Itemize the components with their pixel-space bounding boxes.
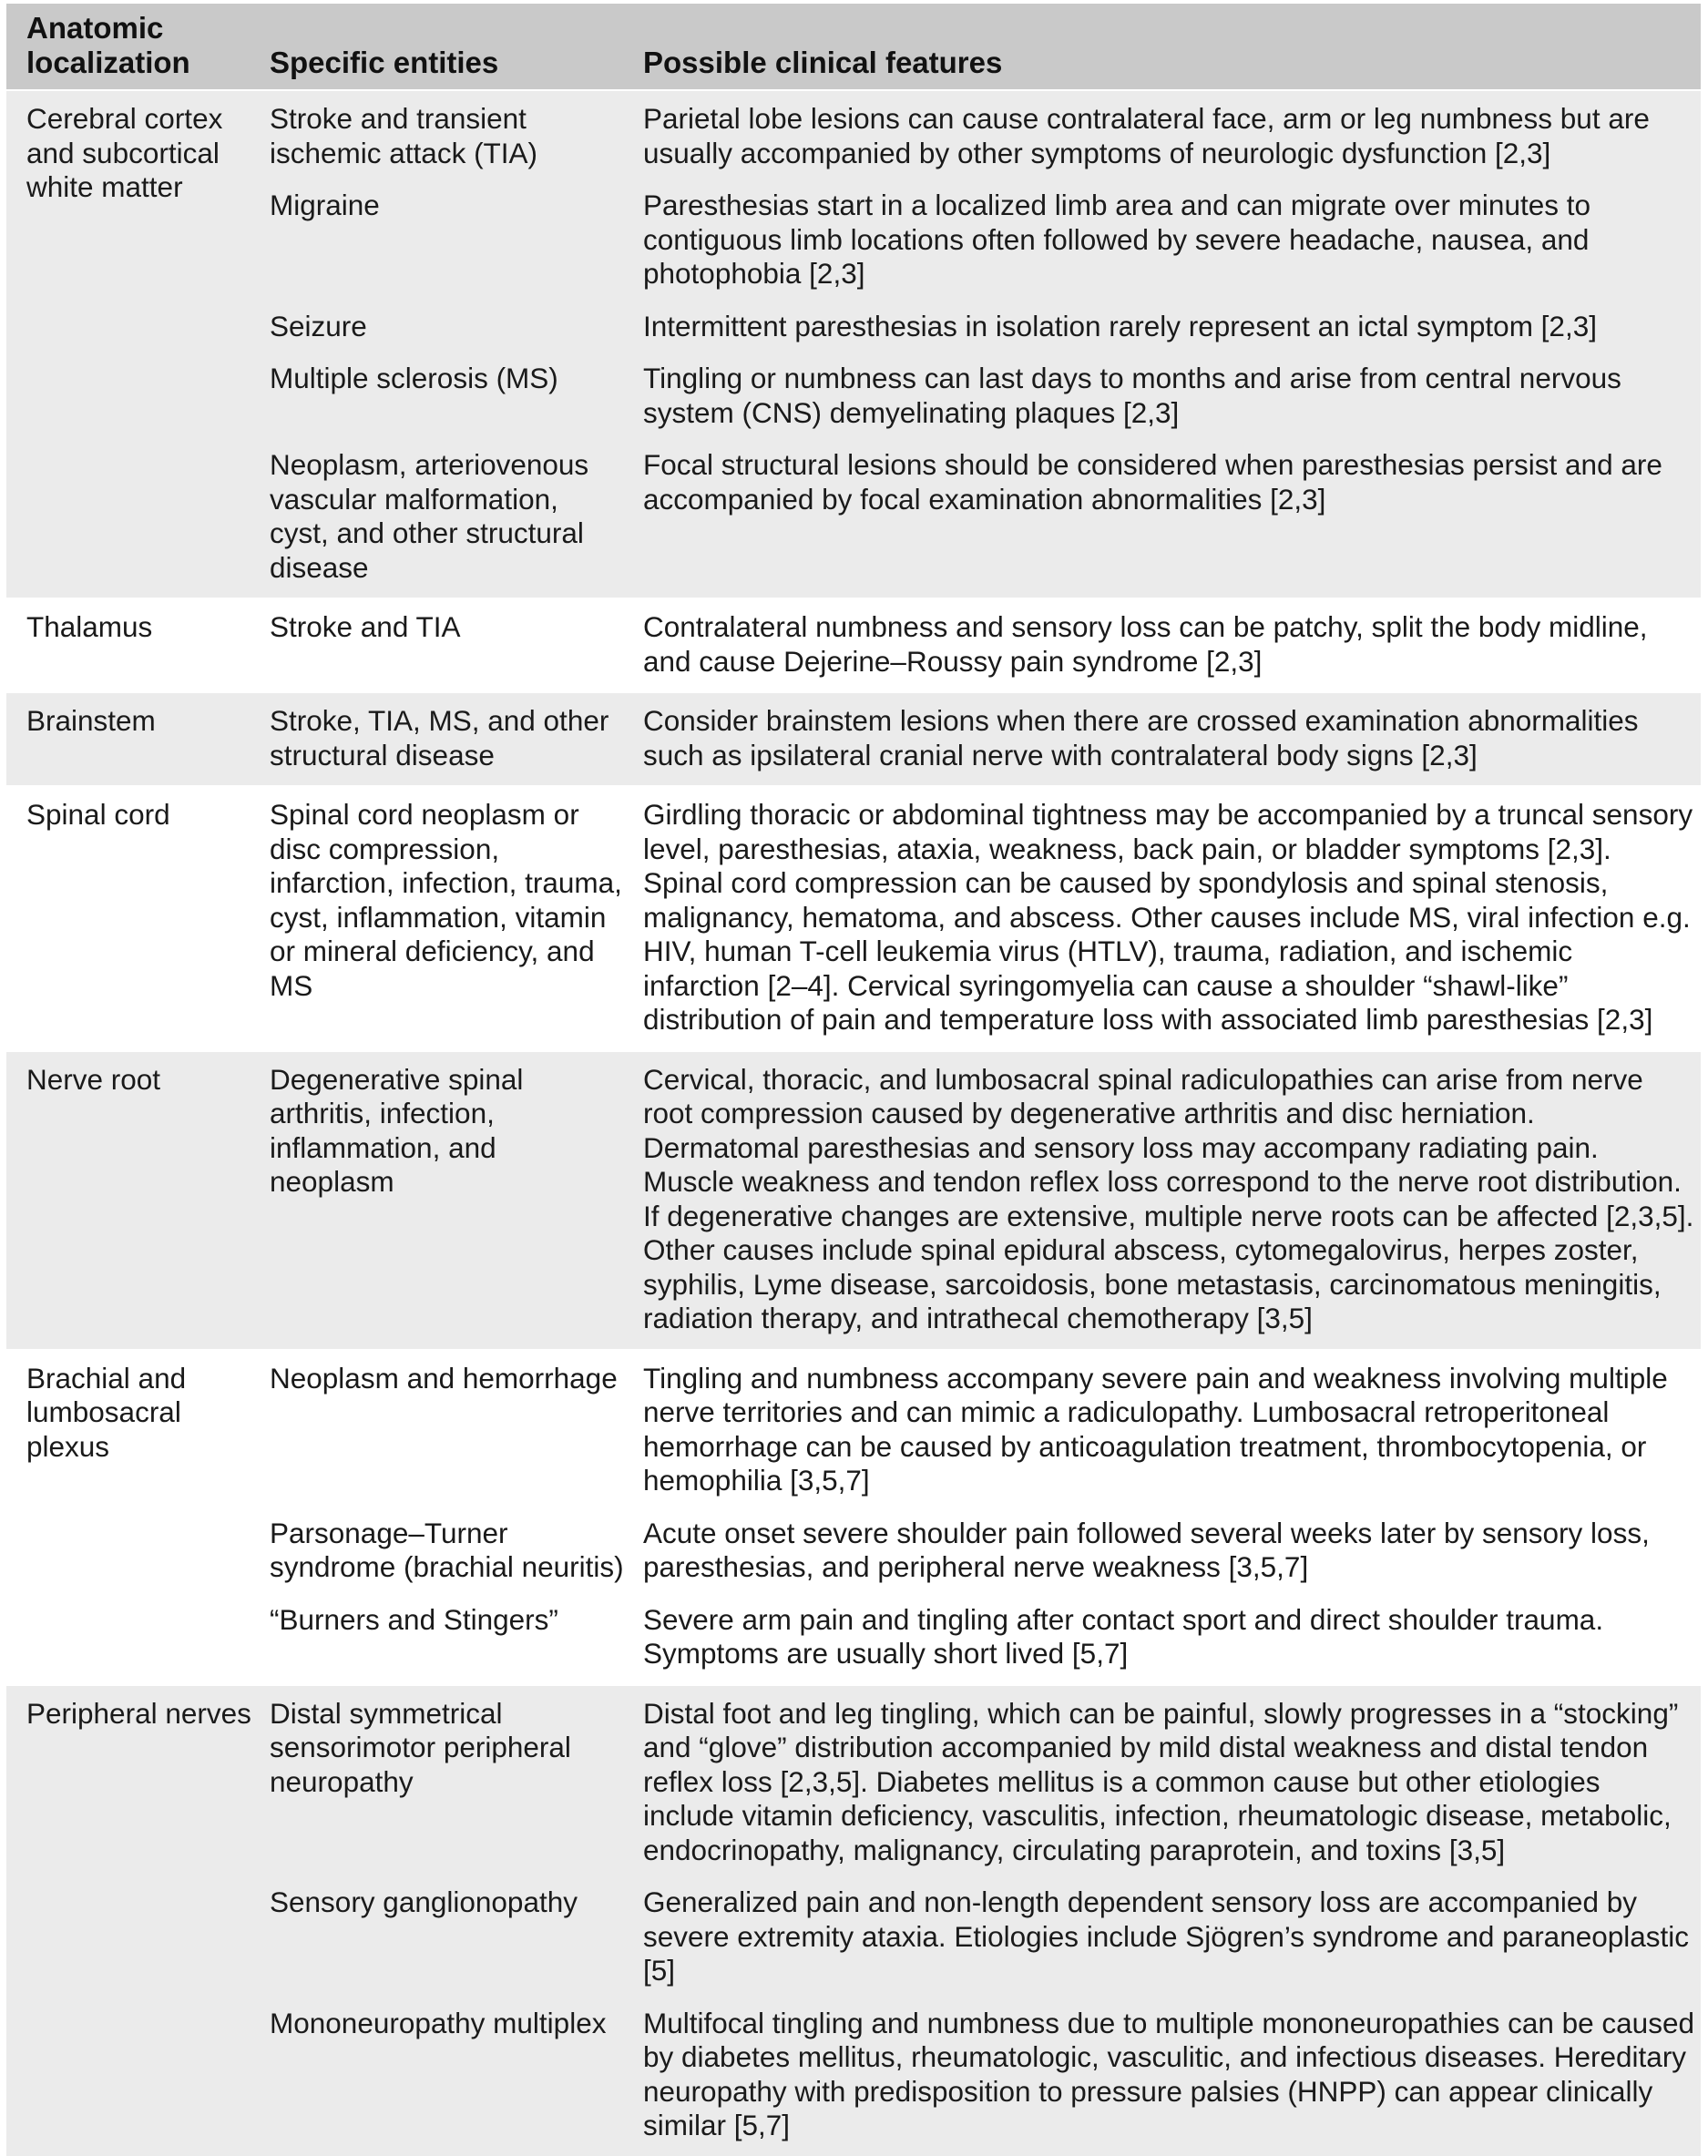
specific-entity-cell: Neoplasm, arteriovenous vascular malformation, cyst, and other structural disease: [262, 430, 636, 598]
clinical-features-cell: Girdling thoracic or abdominal tightness may be accompanied by a truncal sensory level, paresthesias, ataxia, weakness, back pain, or bladder symptoms [2,3]. Spinal cord compression can be caused by spondylosis and spinal stenosis, malignancy, hematoma, and abscess. Other causes include MS, viral infection e.g. HIV, human T-cell leukemia virus (HTLV), trauma, radiation, and ischemic infarction [2–4]. Cervical syringomyelia can cause a shoulder “shawl-like” distribution of pain and temperature loss with associated limb paresthesias [2,3]: [636, 786, 1701, 1051]
table-row: [6, 1685, 1701, 1868]
table-row: [6, 692, 1701, 786]
anatomic-localization-cell: Thalamus: [6, 598, 262, 692]
header-anatomic-localization: Anatomic localization: [26, 11, 190, 79]
header-possible-clinical-features: Possible clinical features: [643, 46, 1003, 79]
clinical-features-cell: Consider brainstem lesions when there are crossed examination abnormalities such as ipsilateral cranial nerve with contralateral body signs [2,3]: [636, 692, 1701, 786]
table-header: [6, 4, 1701, 90]
specific-entity-cell: Distal symmetrical sensorimotor peripheral neuropathy: [262, 1685, 636, 1868]
anatomic-localization-cell: Nerve root: [6, 1051, 262, 1350]
specific-entity-cell: “Burners and Stingers”: [262, 1585, 636, 1685]
clinical-features-cell: Contralateral numbness and sensory loss can be patchy, split the body midline, and cause Dejerine–Roussy pain syndrome [2,3]: [636, 598, 1701, 692]
specific-entity-cell: Parsonage–Turner syndrome (brachial neuritis): [262, 1498, 636, 1585]
table-row: [6, 1350, 1701, 1498]
clinical-features-cell: Multifocal tingling and numbness due to multiple mononeuropathies can be caused by diabetes mellitus, rheumatologic, vasculitic, and infectious diseases. Hereditary neuropathy with predisposition to pressure palsies (HNPP) can appear clinically similar [5,7]: [636, 1988, 1701, 2156]
anatomic-localization-cell: Brainstem: [6, 692, 262, 786]
anatomic-localization-cell: Brachial and lumbosacral plexus: [6, 1350, 262, 1685]
clinical-features-cell: Paresthesias start in a localized limb area and can migrate over minutes to contiguous limb locations often followed by severe headache, nausea, and photophobia [2,3]: [636, 170, 1701, 291]
table-body: [6, 90, 1701, 2156]
clinical-features-cell: Intermittent paresthesias in isolation rarely represent an ictal symptom [2,3]: [636, 291, 1701, 344]
clinical-features-cell: Distal foot and leg tingling, which can be painful, slowly progresses in a “stocking” and “glove” distribution accompanied by mild distal weakness and distal tendon reflex loss [2,3,5]. Diabetes mellitus is a common cause but other etiologies include vitamin deficiency, vasculitis, infection, rheumatologic disease, metabolic, endocrinopathy, malignancy, circulating paraprotein, and toxins [3,5]: [636, 1685, 1701, 1868]
specific-entity-cell: Multiple sclerosis (MS): [262, 343, 636, 430]
specific-entity-cell: Seizure: [262, 291, 636, 344]
table-row: [6, 1051, 1701, 1350]
clinical-features-cell: Cervical, thoracic, and lumbosacral spinal radiculopathies can arise from nerve root compression caused by degenerative arthritis and disc herniation. Dermatomal paresthesias and sensory loss may accompany radiating pain. Muscle weakness and tendon reflex loss correspond to the nerve root distribution. If degenerative changes are extensive, multiple nerve roots can be affected [2,3,5]. Other causes include spinal epidural abscess, cytomegalovirus, herpes zoster, syphilis, Lyme disease, sarcoidosis, bone metastasis, carcinomatous meningitis, radiation therapy, and intrathecal chemotherapy [3,5]: [636, 1051, 1701, 1350]
anatomic-localization-cell: Spinal cord: [6, 786, 262, 1051]
specific-entity-cell: Stroke, TIA, MS, and other structural disease: [262, 692, 636, 786]
specific-entity-cell: Stroke and TIA: [262, 598, 636, 692]
specific-entity-cell: Spinal cord neoplasm or disc compression, infarction, infection, trauma, cyst, inflammation, vitamin or mineral deficiency, and MS: [262, 786, 636, 1051]
table-row: [6, 598, 1701, 692]
specific-entity-cell: Degenerative spinal arthritis, infection, inflammation, and neoplasm: [262, 1051, 636, 1350]
header-specific-entities: Specific entities: [270, 46, 499, 79]
clinical-features-cell: Generalized pain and non-length dependent sensory loss are accompanied by severe extremity ataxia. Etiologies include Sjögren’s syndrome and paraneoplastic [5]: [636, 1867, 1701, 1988]
anatomic-localization-cell: Peripheral nerves: [6, 1685, 262, 2156]
clinical-features-cell: Tingling and numbness accompany severe pain and weakness involving multiple nerve territories and can mimic a radiculopathy. Lumbosacral retroperitoneal hemorrhage can be caused by anticoagulation treatment, thrombocytopenia, or hemophilia [3,5,7]: [636, 1350, 1701, 1498]
specific-entity-cell: Stroke and transient ischemic attack (TIA): [262, 90, 636, 170]
specific-entity-cell: Migraine: [262, 170, 636, 291]
clinical-features-cell: Focal structural lesions should be considered when paresthesias persist and are accompanied by focal examination abnormalities [2,3]: [636, 430, 1701, 598]
specific-entity-cell: Mononeuropathy multiplex: [262, 1988, 636, 2156]
specific-entity-cell: Neoplasm and hemorrhage: [262, 1350, 636, 1498]
clinical-features-cell: Parietal lobe lesions can cause contralateral face, arm or leg numbness but are usually accompanied by other symptoms of neurologic dysfunction [2,3]: [636, 90, 1701, 170]
clinical-features-cell: Severe arm pain and tingling after contact sport and direct shoulder trauma. Symptoms are usually short lived [5,7]: [636, 1585, 1701, 1685]
clinical-features-cell: Acute onset severe shoulder pain followed several weeks later by sensory loss, paresthesias, and peripheral nerve weakness [3,5,7]: [636, 1498, 1701, 1585]
anatomic-localization-cell: Cerebral cortex and subcortical white matter: [6, 90, 262, 598]
specific-entity-cell: Sensory ganglionopathy: [262, 1867, 636, 1988]
table-row: [6, 90, 1701, 170]
clinical-features-table: [6, 4, 1701, 2156]
header-row: [6, 4, 1701, 90]
table-row: [6, 786, 1701, 1051]
clinical-features-cell: Tingling or numbness can last days to months and arise from central nervous system (CNS) demyelinating plaques [2,3]: [636, 343, 1701, 430]
